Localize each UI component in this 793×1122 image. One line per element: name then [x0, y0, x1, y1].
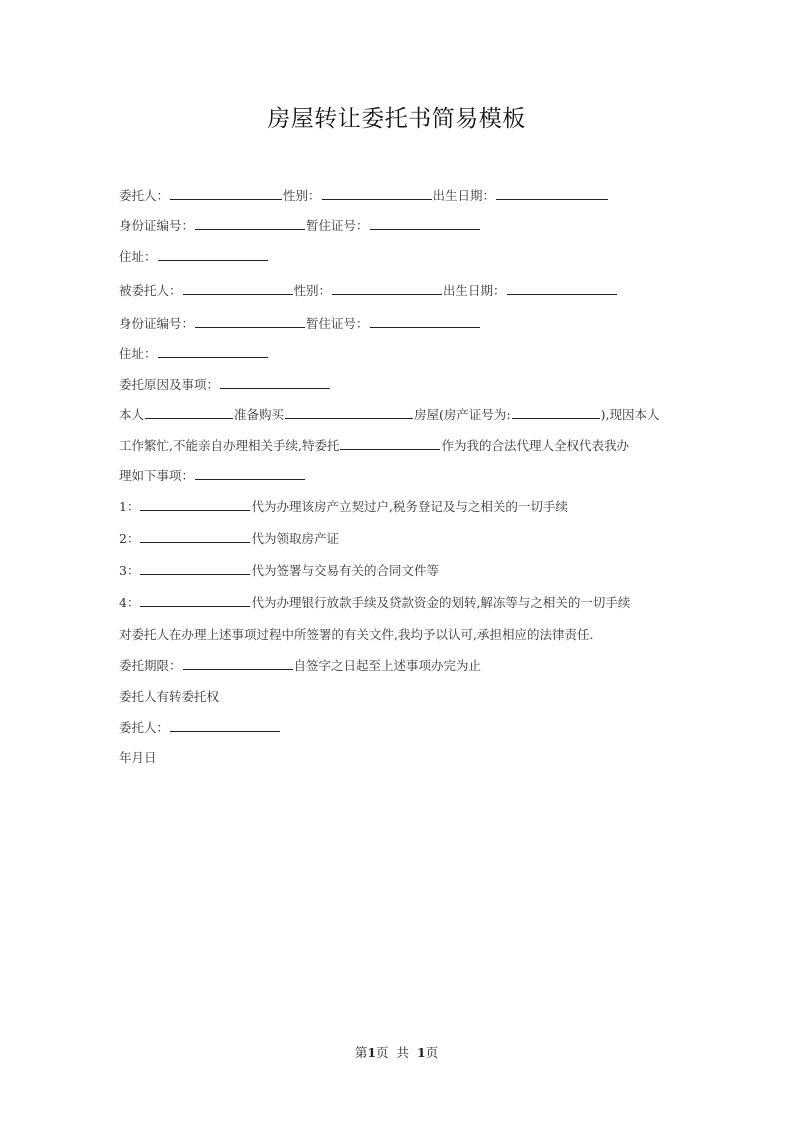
body-paragraph-line-3: [119, 468, 306, 484]
item-number: 4：: [119, 595, 140, 610]
agent-row-3: [119, 346, 269, 362]
reason-blank[interactable]: [220, 378, 330, 389]
agent-birth-blank[interactable]: [507, 284, 617, 295]
date-label: 年月日: [119, 750, 157, 765]
agent-name-blank[interactable]: [183, 284, 293, 295]
page-number: [0, 1043, 793, 1061]
agent-permit-label: 暂住证号：: [306, 316, 369, 331]
sub-delegation-text: 委托人有转委托权: [119, 689, 220, 704]
term-blank[interactable]: [183, 659, 293, 670]
agent-id-label: 身份证编号：: [119, 316, 195, 331]
item-text: 代为办理该房产立契过户,税务登记及与之相关的一切手续: [251, 499, 568, 514]
reason-label: 委托原因及事项：: [119, 377, 220, 392]
body-text: 准备购买: [234, 407, 285, 422]
body-text: 工作繁忙,不能亲自办理相关手续,特委托: [119, 438, 340, 453]
matters-blank[interactable]: [195, 469, 305, 480]
page-total: 1: [416, 1045, 426, 1060]
principal-permit-label: 暂住证号：: [306, 218, 369, 233]
signer-label: 委托人：: [119, 720, 170, 735]
principal-address-blank[interactable]: [158, 250, 268, 261]
term-label: 委托期限：: [119, 658, 182, 673]
agent-row-1: [119, 283, 618, 299]
page-prefix: 第: [354, 1045, 368, 1060]
page-mid: 页 共: [376, 1045, 417, 1060]
principal-permit-blank[interactable]: [370, 219, 480, 230]
page-suffix: 页: [425, 1045, 439, 1060]
signer-blank[interactable]: [170, 721, 280, 732]
principal-address-label: 住址：: [119, 249, 157, 264]
agent-name-label: 被委托人：: [119, 283, 182, 298]
principal-name-blank[interactable]: [170, 189, 282, 200]
principal-gender-blank[interactable]: [322, 189, 432, 200]
agent-gender-label: 性别：: [293, 283, 332, 298]
principal-gender-label: 性别：: [283, 188, 321, 203]
item-blank[interactable]: [140, 564, 250, 575]
agent-address-blank[interactable]: [158, 347, 268, 358]
page-current: 1: [367, 1045, 377, 1060]
body-text: 理如下事项：: [119, 468, 195, 483]
body-text: 房屋(房产证号为:: [414, 407, 511, 422]
item-number: 2：: [119, 531, 140, 546]
principal-row-1: [119, 188, 609, 204]
principal-birth-label: 出生日期：: [432, 188, 496, 203]
buyer-blank[interactable]: [145, 408, 233, 419]
body-text: ),现因本人: [600, 407, 660, 422]
item-4: [119, 595, 630, 611]
agent-gender-blank[interactable]: [332, 284, 442, 295]
item-2: [119, 531, 339, 547]
item-number: 3：: [119, 563, 140, 578]
body-text: 作为我的合法代理人全权代表我办: [441, 438, 629, 453]
property-blank[interactable]: [285, 408, 413, 419]
item-text: 代为领取房产证: [251, 531, 339, 546]
agent-address-label: 住址：: [119, 346, 157, 361]
agent-designate-blank[interactable]: [340, 439, 440, 450]
body-paragraph-line-2: [119, 438, 629, 454]
signer-row: [119, 720, 281, 736]
reason-row: [119, 377, 331, 393]
principal-row-3: [119, 249, 269, 265]
principal-name-label: 委托人：: [119, 188, 170, 203]
agent-row-2: [119, 316, 481, 332]
principal-id-label: 身份证编号：: [119, 218, 195, 233]
term-text: 自签字之日起至上述事项办完为止: [293, 658, 482, 673]
item-blank[interactable]: [140, 532, 250, 543]
principal-id-blank[interactable]: [195, 219, 305, 230]
item-number: 1：: [119, 499, 140, 514]
agent-permit-blank[interactable]: [370, 317, 480, 328]
item-blank[interactable]: [140, 500, 250, 511]
agent-id-blank[interactable]: [195, 317, 305, 328]
principal-row-2: [119, 218, 481, 234]
body-text: 本人: [119, 407, 145, 422]
body-paragraph-line-1: [119, 407, 659, 423]
item-3: [119, 563, 439, 579]
term-row: [119, 658, 481, 674]
principal-birth-blank[interactable]: [496, 189, 608, 200]
item-text: 代为签署与交易有关的合同文件等: [251, 563, 439, 578]
agent-birth-label: 出生日期：: [443, 283, 506, 298]
acknowledge-text: 对委托人在办理上述事项过程中所签署的有关文件,我均予以认可,承担相应的法律责任.: [119, 627, 594, 642]
document-title: 房屋转让委托书简易模板: [267, 106, 526, 132]
item-blank[interactable]: [140, 596, 250, 607]
item-text: 代为办理银行放款手续及贷款资金的划转,解冻等与之相关的一切手续: [251, 595, 631, 610]
item-1: [119, 499, 568, 515]
certificate-number-blank[interactable]: [512, 408, 600, 419]
